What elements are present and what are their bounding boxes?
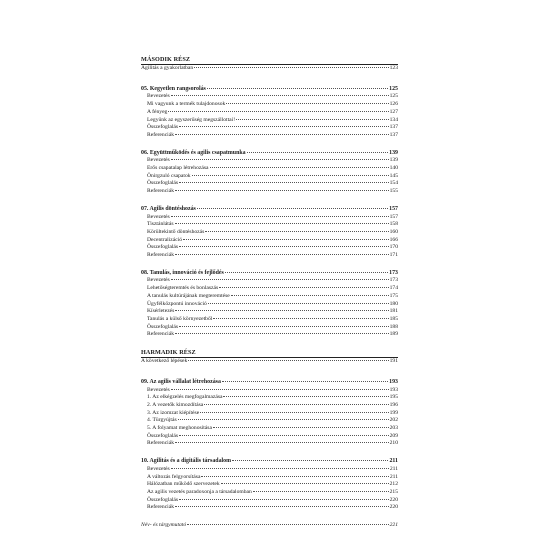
section-entry-label: Tanulás a külső környezetből [147,315,213,322]
section-entry[interactable] [141,440,398,448]
section-entry-label: Erős csapatalap létrehozása [147,165,209,172]
index-entry-label: Név- és tárgymutató [141,522,187,529]
section-entry-page-number: 210 [389,440,398,447]
dot-leader [223,396,388,397]
dot-leader [219,287,388,288]
dot-leader [221,483,389,484]
section-entry-label: Bevezetés [147,465,170,472]
dot-leader [253,491,389,492]
dot-leader [175,442,389,443]
chapter-block [141,206,398,260]
dot-leader [175,506,389,507]
section-entry-label: Legyünk az egyszerűség megszállottai! [147,116,236,123]
section-entry[interactable] [141,489,398,497]
dot-leader [175,310,388,311]
section-entry-page-number: 199 [389,409,398,416]
chapter-entry[interactable] [141,206,398,214]
section-entry-page-number: 127 [389,108,398,115]
section-entry-label: Hálózatban működő szervezetek [147,481,220,488]
section-entry[interactable] [141,180,398,188]
dot-leader [188,360,388,361]
section-entry[interactable] [141,132,398,140]
section-entry-label: Bevezetés [147,386,170,393]
dot-leader [175,190,389,191]
dot-leader [222,381,388,382]
section-entry-label: Összefoglalás [147,244,179,251]
section-entry-label: 4. Türgyújtás [147,417,177,424]
section-entry-page-number: 195 [389,394,398,401]
section-entry-page-number: 137 [389,124,398,131]
section-entry[interactable] [141,124,398,132]
section-entry-page-number: 193 [389,386,398,393]
section-entry-page-number: 140 [389,165,398,172]
section-entry[interactable] [141,504,398,512]
section-entry[interactable] [141,277,398,285]
section-entry-page-number: 212 [389,481,398,488]
dot-leader [168,111,388,112]
dot-leader [226,103,388,104]
section-entry-label: Az agilis vezetés paradoxonja a társadalomban [147,488,252,495]
section-entry-label: Összefoglalás [147,180,179,187]
chapter-entry-label: 06. Együttműködés és agilis csapatmunka [141,149,246,156]
section-entry[interactable] [141,157,398,165]
section-entry-page-number: 174 [389,285,398,292]
dot-leader [201,476,388,477]
section-entry-page-number: 137 [389,131,398,138]
dot-leader [178,419,389,420]
section-entry-label: Bevezetés [147,157,170,164]
section-entry-page-number: 160 [389,228,398,235]
section-entry-page-number: 202 [389,417,398,424]
section-entry-label: Referenciák [147,252,175,259]
section-entry-page-number: 157 [389,213,398,220]
dot-leader [208,303,389,304]
section-entry-page-number: 139 [389,157,398,164]
section-entry[interactable] [141,466,398,474]
section-entry-label: 3. Az izomzat kiépítése [147,409,200,416]
section-entry-page-number: 180 [389,300,398,307]
section-entry[interactable] [141,188,398,196]
section-entry-label: Összefoglalás [147,124,179,131]
dot-leader [210,167,389,168]
dot-leader [179,326,389,327]
part-intro-entry[interactable] [141,358,398,366]
section-entry[interactable] [141,425,398,433]
section-entry[interactable] [141,293,398,301]
section-entry[interactable] [141,237,398,245]
dot-leader [171,216,389,217]
section-entry-label: Mi vagyunk a termék tulajdonosok [147,101,226,108]
part-intro-entry-page-number: 191 [389,358,398,365]
dot-leader [232,460,388,461]
part-section [141,56,398,73]
section-entry[interactable] [141,331,398,339]
section-entry-page-number: 166 [389,236,398,243]
dot-leader [175,134,389,135]
chapter-entry[interactable] [141,270,398,278]
section-entry-page-number: 173 [389,277,398,284]
section-entry-page-number: 170 [389,244,398,251]
dot-leader [183,239,389,240]
dot-leader [200,412,388,413]
chapter-block [141,150,398,196]
section-entry-label: Önirgzuló csapatok [147,172,191,179]
section-entry-page-number: 181 [389,308,398,315]
dot-leader [171,95,389,96]
index-entry[interactable] [141,522,398,530]
chapter-entry[interactable] [141,150,398,158]
chapter-entry-page-number: 157 [389,205,398,212]
section-entry-label: Lehetőségteremtés és bonlaszás [147,285,219,292]
dot-leader [205,231,388,232]
chapter-entry-page-number: 125 [389,85,398,92]
dot-leader [175,333,389,334]
dot-leader [175,254,389,255]
dot-leader [194,67,388,68]
section-entry-page-number: 188 [389,323,398,330]
section-entry[interactable] [141,117,398,125]
dot-leader [213,318,388,319]
section-entry[interactable] [141,109,398,117]
section-entry[interactable] [141,229,398,237]
dot-leader [175,223,389,224]
dot-leader [192,175,389,176]
section-entry-label: Összefoglalás [147,496,179,503]
chapter-entry-label: 07. Agilis döntéshozás [141,205,196,212]
chapter-entry[interactable] [141,379,398,387]
section-entry-page-number: 175 [389,292,398,299]
section-entry[interactable] [141,316,398,324]
section-entry-page-number: 158 [389,221,398,228]
section-entry-label: Összefoglalás [147,432,179,439]
section-entry-page-number: 171 [389,252,398,259]
chapter-entry-page-number: 211 [389,458,398,465]
index-entry-page-number: 221 [389,522,398,529]
chapter-entry-label: 09. Az agilis vállalat létrehozása [141,378,221,385]
section-entry-label: Bevezetés [147,213,170,220]
section-entry-page-number: 196 [389,401,398,408]
section-entry[interactable] [141,285,398,293]
chapter-block [141,270,398,339]
part-title: MÁSODIK RÉSZ [141,56,191,63]
section-entry[interactable] [141,394,398,402]
section-entry-label: A fényeg [147,108,168,115]
section-entry-label: Összefoglalás [147,323,179,330]
chapter-entry-label: 08. Tanulás, innováció és fejlődés [141,269,224,276]
dot-leader [204,404,388,405]
dot-leader [207,88,388,89]
chapter-entry-label: 05. Kegyetlen rangsorolás [141,85,206,92]
section-entry-page-number: 134 [389,116,398,123]
section-entry-page-number: 203 [389,425,398,432]
section-entry[interactable] [141,221,398,229]
section-entry-page-number: 145 [389,172,398,179]
dot-leader [171,389,389,390]
part-intro-entry-label: A következő lépések [141,358,188,365]
section-entry-page-number: 215 [389,488,398,495]
section-entry-page-number: 211 [389,473,398,480]
part-section [141,349,398,366]
chapter-entry-page-number: 193 [389,378,398,385]
section-entry-label: 5. A folyamat meghonosítása [147,425,212,432]
section-entry[interactable] [141,433,398,441]
section-entry-label: Kísérletezés [147,308,175,315]
section-entry-page-number: 126 [389,101,398,108]
part-title: HARMADIK RÉSZ [141,349,196,357]
section-entry[interactable] [141,481,398,489]
dot-leader [179,246,389,247]
dot-leader [179,182,389,183]
part-intro-entry[interactable] [141,65,398,73]
dot-leader [225,272,388,273]
dot-leader [247,152,389,153]
part-intro-entry-label: Agilitás a gyakorlatban [141,65,194,71]
section-entry-page-number: 154 [389,180,398,187]
section-entry-label: Bevezetés [147,93,170,100]
chapter-block [141,86,398,140]
section-entry-label: Referenciák [147,504,175,511]
dot-leader [231,295,389,296]
dot-leader [213,427,389,428]
dot-leader [187,524,388,525]
section-entry-page-number: 209 [389,432,398,439]
section-entry-label: Körültekintő döntéshozás [147,228,205,235]
part-intro-entry-page-number: 123 [389,65,398,71]
section-entry[interactable] [141,214,398,222]
section-entry-label: Referenciák [147,188,175,195]
dot-leader [171,279,389,280]
chapter-block [141,458,398,512]
section-entry-page-number: 211 [389,465,398,472]
chapter-entry-page-number: 173 [389,269,398,276]
section-entry[interactable] [141,410,398,418]
section-entry[interactable] [141,324,398,332]
section-entry-page-number: 155 [389,188,398,195]
section-entry-label: Referenciák [147,131,175,138]
dot-leader [179,126,389,127]
section-entry-label: Decentralizáció [147,236,183,243]
section-entry[interactable] [141,93,398,101]
dot-leader [197,208,388,209]
dot-leader [171,159,389,160]
section-entry[interactable] [141,417,398,425]
section-entry-page-number: 189 [389,331,398,338]
chapter-block [141,379,398,448]
section-entry-page-number: 220 [389,496,398,503]
chapter-entry-label: 10. Agilitás és a digitális társadalom [141,458,231,465]
dot-leader [179,499,389,500]
section-entry[interactable] [141,474,398,482]
chapter-entry-page-number: 139 [389,149,398,156]
section-entry-label: 2. A vezetők kimozdítása [147,401,204,408]
section-entry-label: Tisztánlátás [147,221,174,228]
section-entry-page-number: 185 [389,315,398,322]
section-entry[interactable] [141,402,398,410]
dot-leader [236,119,389,120]
section-entry[interactable] [141,497,398,505]
section-entry-page-number: 220 [389,504,398,511]
section-entry-label: A változás felgyorsítása [147,473,201,480]
section-entry-label: A tanulás kultúrájának megteremtése [147,292,230,299]
chapter-entry[interactable] [141,458,398,466]
section-entry-label: Ügyfélközpontú innováció [147,300,207,307]
section-entry[interactable] [141,165,398,173]
section-entry[interactable] [141,308,398,316]
section-entry-label: Bevezetés [147,277,170,284]
section-entry[interactable] [141,101,398,109]
section-entry[interactable] [141,244,398,252]
section-entry-label: Referenciák [147,440,175,447]
section-entry-page-number: 125 [389,93,398,100]
dot-leader [171,468,389,469]
section-entry[interactable] [141,301,398,309]
section-entry-label: Referenciák [147,331,175,338]
section-entry[interactable] [141,173,398,181]
table-of-contents [141,56,398,530]
chapter-entry[interactable] [141,86,398,94]
dot-leader [179,435,389,436]
section-entry[interactable] [141,252,398,260]
section-entry-label: 1. Az elkégzelés megfogalmazása [147,394,223,401]
